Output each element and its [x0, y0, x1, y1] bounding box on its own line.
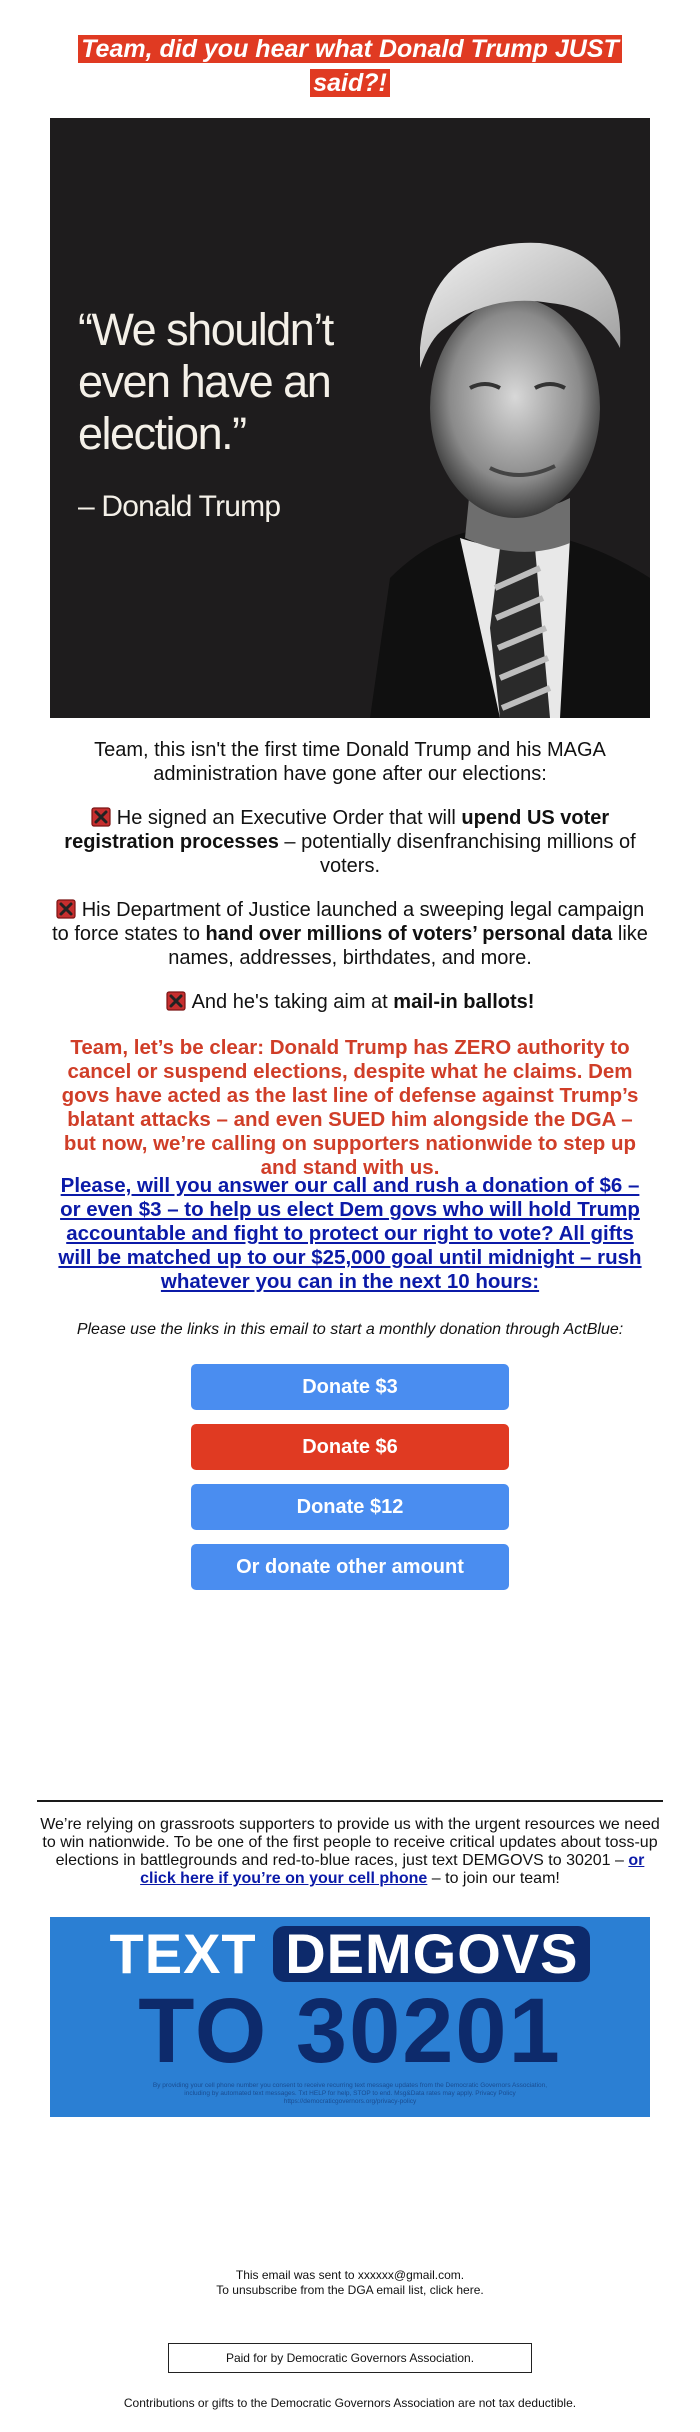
shortcode-text: TO 30201	[138, 1980, 562, 2082]
text-banner-line1	[50, 1923, 650, 1985]
sms-fine-print: By providing your cell phone number you consent to receive recurring text message updates from the Democratic Governors Association, including by automated text messages. Txt HELP for help, STOP to end. Msg&Data rates may apply. Privacy Policy https://democraticgovernors.org/privacy-policy	[152, 2082, 548, 2105]
point-bold: hand over millions of voters’ personal data	[205, 923, 613, 945]
point-item	[50, 990, 650, 1014]
point-bold: upend US voter registration processes	[64, 807, 610, 853]
point-bold: mail-in ballots!	[393, 991, 535, 1013]
tax-note: Contributions or gifts to the Democratic Governors Association are not tax deductible.	[123, 2396, 577, 2410]
donate-other-button[interactable]: Or donate other amount	[191, 1544, 509, 1590]
intro-paragraph: Team, this isn't the first time Donald Trump and his MAGA administration have gone after our elections:	[94, 739, 606, 785]
cross-mark-icon	[56, 899, 76, 919]
donate-3-button[interactable]: Donate $3	[191, 1364, 509, 1410]
grassroots-text: We’re relying on grassroots supporters to provide us with the urgent resources we need to win nationwide. To be one of the first people to receive critical updates about toss-up elections in battlegrounds and red-to-blue races, just text DEMGOVS to 30201 –	[40, 1816, 660, 1869]
portrait-illustration	[350, 198, 650, 718]
hero-image	[50, 118, 650, 718]
point-item	[50, 898, 650, 970]
donate-6-button[interactable]: Donate $6	[191, 1424, 509, 1470]
point-text: like names, addresses, birthdates, and more.	[168, 923, 648, 969]
hero-attribution: – Donald Trump	[78, 490, 281, 523]
text-word: TEXT	[109, 1922, 257, 1985]
monthly-donation-note: Please use the links in this email to start a monthly donation through ActBlue:	[76, 1321, 624, 1338]
unsubscribe-link[interactable]: To unsubscribe from the DGA email list, click here.	[216, 2283, 484, 2297]
paid-for-disclaimer: Paid for by Democratic Governors Association.	[168, 2343, 532, 2373]
cross-mark-icon	[166, 991, 186, 1011]
donate-12-button[interactable]: Donate $12	[191, 1484, 509, 1530]
donation-ask-link[interactable]: Please, will you answer our call and rush a donation of $6 – or even $3 – to help us elect Dem govs who will hold Trump accountable and fight to protect our right to vote? All gifts will be matched up to our $25,000 goal until midnight – rush whatever you can in the next 10 hours:	[58, 1174, 642, 1293]
grassroots-paragraph	[40, 1816, 660, 1888]
point-text: And he's taking aim at	[191, 991, 394, 1013]
cell-phone-signup-link[interactable]: or click here if you’re on your cell phone	[140, 1852, 645, 1887]
section-divider	[37, 1800, 663, 1802]
point-text: His Department of Justice launched a sweeping legal campaign to force states to	[52, 899, 645, 945]
headline-text: Team, did you hear what Donald Trump JUST said?!	[78, 35, 622, 97]
keyword-pill: DEMGOVS	[273, 1926, 590, 1982]
sent-to-line: This email was sent to xxxxxx@gmail.com.	[235, 2268, 465, 2282]
hero-quote: “We shouldn’t even have an election.”	[78, 304, 333, 459]
point-text: He signed an Executive Order that will	[116, 807, 462, 829]
headline	[40, 34, 660, 102]
grassroots-text-end: – to join our team!	[427, 1870, 560, 1887]
cross-mark-icon	[91, 807, 111, 827]
text-signup-banner[interactable]	[50, 1917, 650, 2117]
point-item	[50, 806, 650, 878]
red-callout-paragraph: Team, let’s be clear: Donald Trump has ZERO authority to cancel or suspend elections, despite what he claims. Dem govs have acted as the last line of defense against Trump’s blatant attacks – and even SUED him alongside the DGA – but now, we’re calling on supporters nationwide to step up and stand with us.	[61, 1036, 639, 1179]
point-text: – potentially disenfranchising millions of voters.	[278, 831, 636, 877]
